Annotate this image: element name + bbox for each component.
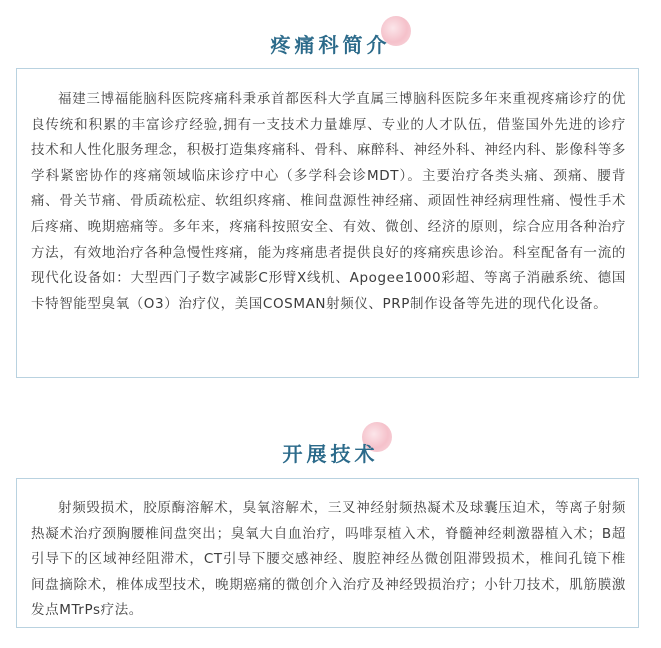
- techniques-paragraph: 射频毁损术，胶原酶溶解术，臭氧溶解术，三叉神经射频热凝术及球囊压迫术，等离子射频热凝术治疗颈胸腰椎间盘突出；臭氧大自血治疗，吗啡泵植入术，脊髓神经刺激器植入术；B超引导下的区域神经阻滞术，CT引导下腰交感神经、腹腔神经丛微创阻滞毁损术，椎间孔镜下椎间盘摘除术，椎体成型技术，晚期癌痛的微创介入治疗及神经毁损治疗；小针刀技术，肌筋膜激发点MTrPs疗法。: [31, 500, 626, 619]
- section-title-techniques: 开展技术: [282, 442, 379, 466]
- intro-paragraph: 福建三博福能脑科医院疼痛科秉承首都医科大学直属三博脑科医院多年来重视疼痛诊疗的优良传统和积累的丰富诊疗经验,拥有一支技术力量雄厚、专业的人才队伍，借鉴国外先进的诊疗技术和人性化服务理念，积极打造集疼痛科、骨科、麻醉科、神经外科、神经内科、影像科等多学科紧密协作的疼痛领域临床诊疗中心（多学科会诊MDT）。主要治疗各类头痛、颈痛、腰背痛、骨关节痛、骨质疏松症、软组织疼痛、椎间盘源性神经痛、顽固性神经病理性痛、慢性手术后疼痛、晚期癌痛等。多年来，疼痛科按照安全、有效、微创、经济的原则，综合应用各种治疗方法，有效地治疗各种急慢性疼痛，能为疼痛患者提供良好的疼痛疾患诊治。科室配备有一流的现代化设备如：大型西门子数字减影C形臂X线机、Apogee1000彩超、等离子消融系统、德国卡特智能型臭氧（O3）治疗仪，美国COSMAN射频仪、PRP制作设备等先进的现代化设备。: [31, 91, 626, 312]
- techniques-card: [16, 478, 639, 628]
- section-heading-techniques: [0, 420, 661, 470]
- section-title-pain-dept: 疼痛科简介: [270, 33, 391, 57]
- section-heading-pain-dept: [0, 16, 661, 64]
- intro-card: [16, 68, 639, 378]
